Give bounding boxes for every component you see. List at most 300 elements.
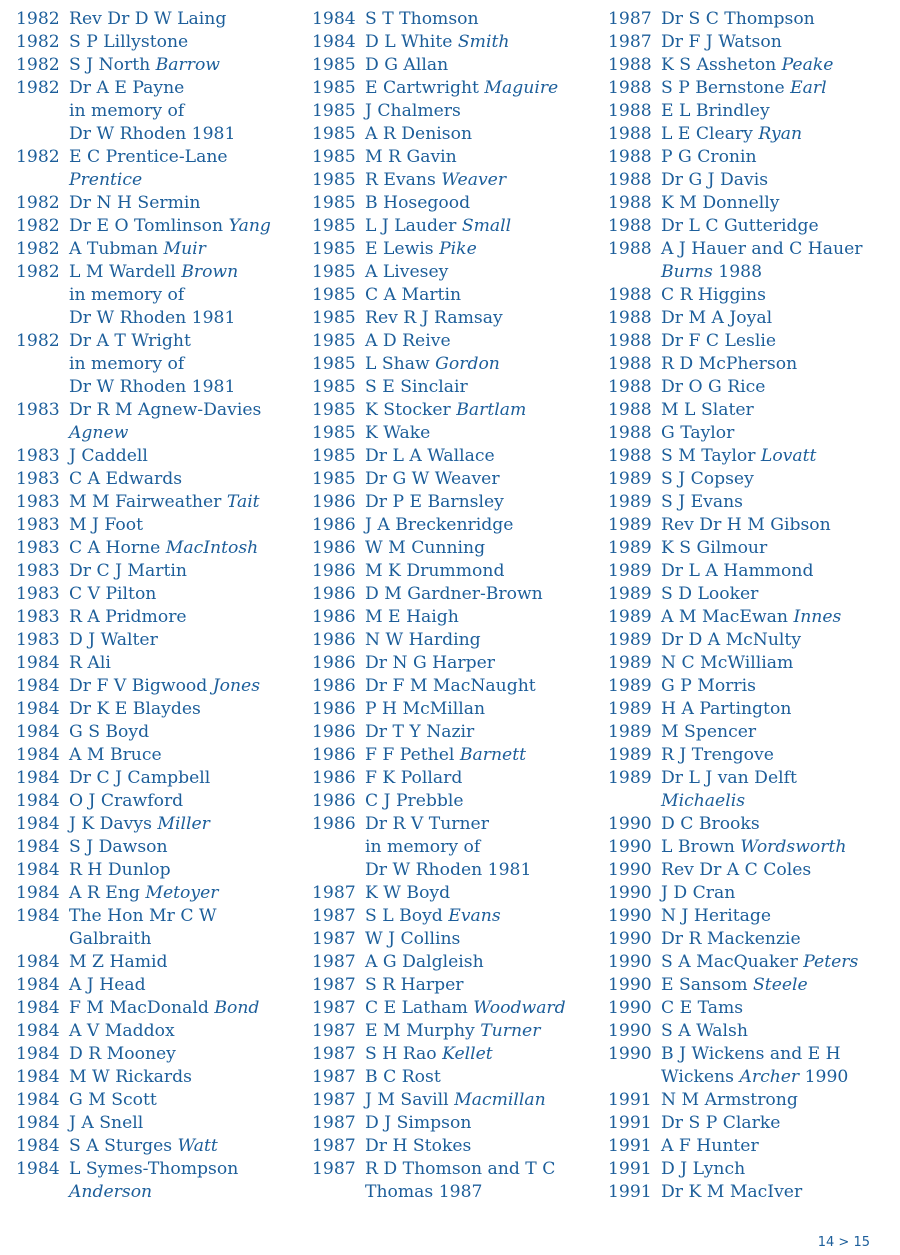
entry-name (661, 606, 892, 629)
entry-line (69, 583, 296, 606)
name-text: N W Harding (365, 630, 481, 650)
list-item (16, 215, 296, 238)
entry-line (69, 1020, 296, 1043)
entry-line (661, 123, 892, 146)
entry-line (69, 399, 296, 422)
name-text: Dr R Mackenzie (661, 929, 801, 949)
entry-year: 1984 (16, 653, 60, 673)
entry-name (69, 767, 296, 790)
entry-line (365, 353, 594, 376)
entry-name (365, 675, 594, 698)
entry-line (69, 100, 296, 123)
name-text: G M Scott (69, 1090, 157, 1110)
entry-name (661, 997, 892, 1020)
entry-line (661, 767, 892, 790)
entry-name (365, 744, 594, 767)
entry-line (69, 491, 296, 514)
entry-year: 1989 (608, 699, 652, 719)
entry-line (365, 744, 594, 767)
name-text: S J Evans (661, 492, 743, 512)
entry-line (365, 422, 594, 445)
name-text: Dr W Rhoden 1981 (69, 377, 236, 397)
list-item (312, 376, 594, 399)
entry-year: 1987 (312, 998, 356, 1018)
entry-line (661, 836, 892, 859)
donor-column-1 (16, 8, 296, 1204)
entry-name (69, 330, 296, 399)
entry-line (69, 238, 296, 261)
entry-year: 1982 (16, 147, 60, 167)
list-item (312, 790, 594, 813)
entry-line (661, 376, 892, 399)
entry-line (69, 376, 296, 399)
entry-year: 1990 (608, 952, 652, 972)
entry-year: 1986 (312, 538, 356, 558)
entry-year: 1989 (608, 515, 652, 535)
entry-name (661, 882, 892, 905)
entry-line (661, 1181, 892, 1204)
entry-name (69, 537, 296, 560)
entry-line (365, 1135, 594, 1158)
entry-name (365, 767, 594, 790)
entry-name (365, 698, 594, 721)
entry-name (69, 698, 296, 721)
entry-name (365, 8, 594, 31)
name-text: The Hon Mr C W (69, 906, 217, 926)
former-name: Agnew (69, 423, 129, 443)
name-text: B Hosegood (365, 193, 471, 213)
name-text: D R Mooney (69, 1044, 176, 1064)
entry-line (661, 238, 892, 261)
list-item (312, 928, 594, 951)
entry-line (69, 629, 296, 652)
former-name: Metoyer (145, 883, 219, 903)
entry-name (661, 675, 892, 698)
name-text: Dr R V Turner (365, 814, 489, 834)
entry-name (365, 905, 594, 928)
entry-name (365, 514, 594, 537)
entry-line (69, 859, 296, 882)
entry-name (69, 491, 296, 514)
name-text: Dr S P Clarke (661, 1113, 781, 1133)
list-item (16, 1112, 296, 1135)
list-item (16, 146, 296, 192)
entry-year: 1988 (608, 147, 652, 167)
entry-year: 1990 (608, 1044, 652, 1064)
entry-name (661, 1158, 892, 1181)
list-item (608, 8, 892, 31)
entry-line (69, 1181, 296, 1204)
list-item (16, 445, 296, 468)
name-text: Dr F J Watson (661, 32, 782, 52)
name-text: N J Heritage (661, 906, 772, 926)
entry-year: 1984 (16, 814, 60, 834)
entry-name (365, 192, 594, 215)
name-text: C R Higgins (661, 285, 766, 305)
list-item (608, 859, 892, 882)
entry-line (365, 192, 594, 215)
name-text: K S Gilmour (661, 538, 768, 558)
entry-year: 1989 (608, 745, 652, 765)
entry-line (365, 698, 594, 721)
list-item (312, 8, 594, 31)
entry-line (365, 882, 594, 905)
former-name: Evans (448, 906, 501, 926)
entry-line (365, 307, 594, 330)
entry-year: 1987 (312, 906, 356, 926)
list-item (312, 1066, 594, 1089)
list-item (312, 1158, 594, 1204)
entry-year: 1985 (312, 308, 356, 328)
former-name: Ryan (758, 124, 803, 144)
entry-name (661, 859, 892, 882)
list-item (16, 238, 296, 261)
entry-line (365, 100, 594, 123)
entry-name (69, 652, 296, 675)
entry-line (69, 744, 296, 767)
name-text: J K Davys (69, 814, 158, 834)
entry-name (69, 790, 296, 813)
entry-year: 1984 (16, 722, 60, 742)
entry-year: 1984 (16, 1067, 60, 1087)
name-text: 1990 (799, 1067, 849, 1087)
entry-year: 1986 (312, 676, 356, 696)
name-text: Dr L C Gutteridge (661, 216, 819, 236)
entry-year: 1984 (16, 1090, 60, 1110)
name-text: W M Cunning (365, 538, 486, 558)
entry-year: 1987 (312, 1136, 356, 1156)
entry-year: 1983 (16, 492, 60, 512)
entry-name (69, 31, 296, 54)
name-text: K Stocker (365, 400, 457, 420)
entry-line (661, 169, 892, 192)
entry-year: 1987 (312, 1067, 356, 1087)
entry-name (69, 951, 296, 974)
entry-line (365, 54, 594, 77)
entry-line (69, 1112, 296, 1135)
entry-line (365, 997, 594, 1020)
entry-year: 1987 (312, 1044, 356, 1064)
name-text: J A Breckenridge (365, 515, 514, 535)
entry-name (365, 721, 594, 744)
entry-name (69, 146, 296, 192)
name-text: C E Latham (365, 998, 474, 1018)
former-name: Muir (163, 239, 206, 259)
entry-line (365, 652, 594, 675)
entry-line (661, 514, 892, 537)
entry-name (365, 31, 594, 54)
name-text: in memory of (69, 354, 185, 374)
entry-name (365, 1135, 594, 1158)
entry-year: 1985 (312, 124, 356, 144)
entry-name (661, 767, 892, 813)
entry-name (365, 169, 594, 192)
list-item (16, 836, 296, 859)
name-text: E M Murphy (365, 1021, 481, 1041)
entry-name (365, 399, 594, 422)
list-item (608, 652, 892, 675)
name-text: S A Walsh (661, 1021, 748, 1041)
list-item (608, 353, 892, 376)
entry-line (661, 1020, 892, 1043)
entry-line (69, 652, 296, 675)
entry-line (661, 675, 892, 698)
name-text: K M Donnelly (661, 193, 780, 213)
entry-line (365, 537, 594, 560)
entry-name (365, 951, 594, 974)
name-text: C A Martin (365, 285, 462, 305)
list-item (16, 31, 296, 54)
entry-line (661, 721, 892, 744)
list-item (312, 560, 594, 583)
entry-name (365, 1043, 594, 1066)
list-item (16, 583, 296, 606)
entry-year: 1990 (608, 814, 652, 834)
entry-line (69, 675, 296, 698)
entry-year: 1985 (312, 262, 356, 282)
entry-name (661, 1020, 892, 1043)
list-item (312, 192, 594, 215)
name-text: M M Fairweather (69, 492, 227, 512)
list-item (16, 192, 296, 215)
entry-year: 1990 (608, 1021, 652, 1041)
entry-name (661, 468, 892, 491)
entry-name (69, 261, 296, 330)
entry-line (69, 215, 296, 238)
entry-line (365, 77, 594, 100)
entry-year: 1988 (608, 216, 652, 236)
entry-name (661, 31, 892, 54)
name-text: D C Brooks (661, 814, 760, 834)
entry-year: 1987 (312, 1113, 356, 1133)
entry-name (69, 997, 296, 1020)
entry-line (69, 445, 296, 468)
list-item (312, 491, 594, 514)
list-item (312, 31, 594, 54)
name-text: Dr C J Campbell (69, 768, 211, 788)
entry-name (365, 261, 594, 284)
name-text: M W Rickards (69, 1067, 192, 1087)
entry-line (661, 629, 892, 652)
entry-name (69, 836, 296, 859)
entry-line (661, 606, 892, 629)
entry-year: 1984 (16, 676, 60, 696)
entry-name (661, 307, 892, 330)
entry-line (661, 744, 892, 767)
list-item (312, 1043, 594, 1066)
entry-name (365, 54, 594, 77)
name-text: Dr E O Tomlinson (69, 216, 229, 236)
list-item (16, 77, 296, 146)
entry-name (661, 54, 892, 77)
former-name: Gordon (435, 354, 500, 374)
name-text: in memory of (69, 285, 185, 305)
list-item (16, 1066, 296, 1089)
entry-name (69, 192, 296, 215)
entry-name (661, 376, 892, 399)
list-item (312, 997, 594, 1020)
list-item (608, 399, 892, 422)
entry-year: 1986 (312, 561, 356, 581)
entry-line (365, 767, 594, 790)
entry-year: 1987 (312, 975, 356, 995)
list-item (16, 652, 296, 675)
entry-year: 1982 (16, 9, 60, 29)
list-item (16, 606, 296, 629)
entry-name (661, 146, 892, 169)
entry-year: 1988 (608, 239, 652, 259)
entry-line (661, 215, 892, 238)
list-item (608, 1112, 892, 1135)
entry-year: 1990 (608, 883, 652, 903)
list-item (608, 123, 892, 146)
list-item (608, 997, 892, 1020)
entry-line (365, 790, 594, 813)
entry-name (365, 445, 594, 468)
entry-name (661, 100, 892, 123)
entry-name (661, 123, 892, 146)
entry-name (365, 422, 594, 445)
list-item (608, 146, 892, 169)
entry-name (661, 1112, 892, 1135)
entry-line (69, 905, 296, 928)
entry-line (365, 1089, 594, 1112)
name-text: Rev Dr D W Laing (69, 9, 227, 29)
entry-line (661, 905, 892, 928)
entry-year: 1985 (312, 285, 356, 305)
entry-year: 1988 (608, 285, 652, 305)
name-text: 1988 (712, 262, 763, 282)
former-name: Barrow (155, 55, 221, 75)
former-name: Prentice (69, 170, 143, 190)
entry-name (365, 1112, 594, 1135)
entry-name (69, 445, 296, 468)
entry-year: 1983 (16, 469, 60, 489)
name-text: Dr D A McNulty (661, 630, 802, 650)
entry-year: 1991 (608, 1182, 652, 1202)
name-text: R Ali (69, 653, 111, 673)
former-name: Brown (181, 262, 239, 282)
list-item (312, 284, 594, 307)
list-item (608, 1089, 892, 1112)
entry-year: 1984 (312, 9, 356, 29)
entry-name (69, 1158, 296, 1204)
list-item (608, 77, 892, 100)
name-text: Dr T Y Nazir (365, 722, 475, 742)
entry-line (69, 1089, 296, 1112)
entry-year: 1989 (608, 469, 652, 489)
entry-year: 1985 (312, 193, 356, 213)
entry-year: 1984 (312, 32, 356, 52)
entry-line (69, 330, 296, 353)
entry-line (661, 1089, 892, 1112)
entry-year: 1984 (16, 1113, 60, 1133)
entry-line (69, 31, 296, 54)
name-text: P G Cronin (661, 147, 757, 167)
entry-line (69, 767, 296, 790)
entry-name (661, 238, 892, 284)
entry-line (69, 353, 296, 376)
name-text: J D Cran (661, 883, 736, 903)
entry-line (69, 836, 296, 859)
entry-name (365, 882, 594, 905)
entry-name (661, 192, 892, 215)
entry-year: 1984 (16, 791, 60, 811)
entry-line (69, 1135, 296, 1158)
name-text: E Sansom (661, 975, 754, 995)
entry-line (661, 1135, 892, 1158)
entry-year: 1985 (312, 101, 356, 121)
entry-year: 1984 (16, 906, 60, 926)
entry-year: 1989 (608, 607, 652, 627)
list-item (608, 192, 892, 215)
entry-name (69, 238, 296, 261)
name-text: G P Morris (661, 676, 756, 696)
entry-year: 1987 (312, 952, 356, 972)
entry-line (69, 928, 296, 951)
entry-name (365, 583, 594, 606)
entry-year: 1988 (608, 400, 652, 420)
entry-line (661, 307, 892, 330)
entry-line (69, 974, 296, 997)
entry-year: 1986 (312, 768, 356, 788)
name-text: Dr F M MacNaught (365, 676, 536, 696)
former-name: Bond (214, 998, 260, 1018)
entry-year: 1986 (312, 791, 356, 811)
name-text: F M MacDonald (69, 998, 215, 1018)
list-item (16, 1135, 296, 1158)
entry-name (365, 1089, 594, 1112)
entry-year: 1987 (312, 929, 356, 949)
name-text: S J Copsey (661, 469, 754, 489)
name-text: R D McPherson (661, 354, 798, 374)
entry-name (365, 491, 594, 514)
former-name: Woodward (473, 998, 566, 1018)
entry-name (661, 698, 892, 721)
entry-name (69, 1112, 296, 1135)
list-item (16, 675, 296, 698)
list-item (16, 537, 296, 560)
name-text: N M Armstrong (661, 1090, 798, 1110)
former-name: Maguire (484, 78, 559, 98)
name-text: A V Maddox (69, 1021, 175, 1041)
entry-year: 1988 (608, 423, 652, 443)
entry-line (661, 77, 892, 100)
list-item (608, 606, 892, 629)
list-item (608, 905, 892, 928)
entry-year: 1990 (608, 998, 652, 1018)
list-item (312, 1020, 594, 1043)
entry-name (365, 330, 594, 353)
name-text: C J Prebble (365, 791, 464, 811)
name-text: Dr W Rhoden 1981 (365, 860, 532, 880)
list-item (608, 951, 892, 974)
name-text: M J Foot (69, 515, 144, 535)
list-item (16, 790, 296, 813)
entry-year: 1984 (16, 745, 60, 765)
list-item (16, 905, 296, 951)
entry-name (661, 1043, 892, 1089)
entry-year: 1982 (16, 78, 60, 98)
list-item (608, 813, 892, 836)
entry-line (661, 882, 892, 905)
entry-line (365, 514, 594, 537)
entry-year: 1985 (312, 147, 356, 167)
entry-year: 1988 (608, 193, 652, 213)
list-item (608, 491, 892, 514)
list-item (16, 859, 296, 882)
entry-name (69, 1020, 296, 1043)
